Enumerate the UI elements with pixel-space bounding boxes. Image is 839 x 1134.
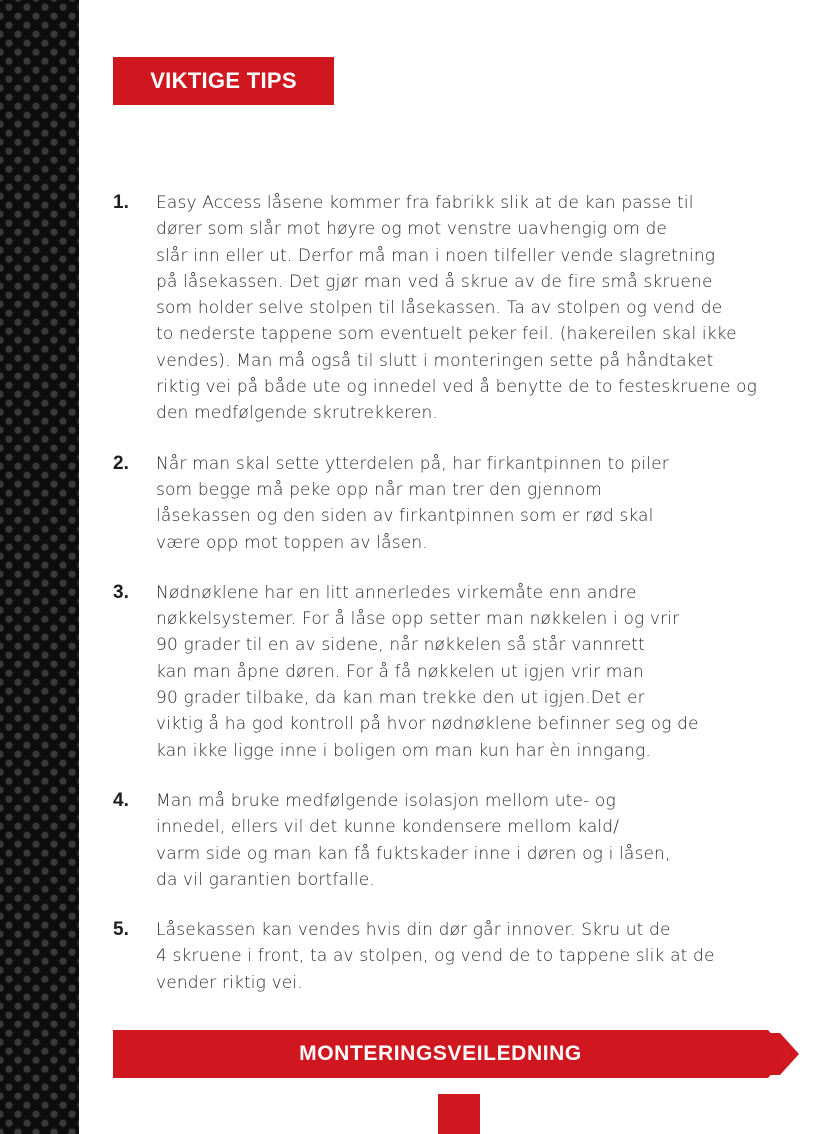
tip-item bbox=[113, 917, 813, 996]
footer-title: MONTERINGSVEILEDNING bbox=[299, 1042, 582, 1065]
tip-text: Når man skal sette ytterdelen på, har firkantpinnen to piler som begge må peke opp når man trer den gjennom låsekassen og den siden av firkantpinnen som er rød skal være opp mot toppen av låsen. bbox=[156, 453, 669, 553]
tip-number: 2. bbox=[113, 452, 129, 474]
tip-item bbox=[113, 190, 813, 427]
decorative-side-strip bbox=[0, 0, 79, 1134]
tip-text: Easy Access låsene kommer fra fabrikk slik at de kan passe til dører som slår mot høyre og mot venstre uavhengig om de slår inn eller ut. Derfor må man i noen tilfeller vende slagretning på låsekassen. Det gjør man ved å skrue av de fire små skruene som holder selve stolpen til låsekassen. Ta av stolpen og vend de to nederste tappene som eventuelt peker feil. (hakereilen skal ikke vendes). Man må også til slutt i monteringen sette på håndtaket riktig vei på både ute og innedel ved å benytte de to festeskruene og den medfølgende skrutrekkeren. bbox=[156, 193, 757, 424]
tip-number: 4. bbox=[113, 789, 129, 811]
tip-item bbox=[113, 788, 813, 893]
tip-item bbox=[113, 451, 813, 556]
tip-text: Nødnøklene har en litt annerledes virkemåte enn andre nøkkelsystemer. For å låse opp setter man nøkkelen i og vrir 90 grader til en av sidene, når nøkkelen så står vannrett kan man åpne døren. For å få nøkkelen ut igjen vrir man 90 grader tilbake, da kan man trekke den ut igjen.Det er viktig å ha god kontroll på hvor nødnøklene befinner seg og de kan ikke ligge inne i boligen om man kun har èn inngang. bbox=[156, 582, 699, 761]
page-marker bbox=[438, 1094, 480, 1134]
tip-number: 1. bbox=[113, 192, 129, 213]
tip-number: 3. bbox=[113, 581, 129, 603]
tips-list bbox=[113, 190, 813, 1020]
tip-item bbox=[113, 580, 813, 764]
tip-number: 5. bbox=[113, 919, 129, 941]
section-title: VIKTIGE TIPS bbox=[113, 57, 334, 105]
footer-banner bbox=[113, 1030, 801, 1078]
tip-text: Man må bruke medfølgende isolasjon mellom ute- og innedel, ellers vil det kunne kondensere mellom kald/ varm side og man kan få fuktskader inne i døren og i låsen, da vil garantien bortfalle. bbox=[156, 790, 671, 890]
tip-text: Låsekassen kan vendes hvis din dør går innover. Skru ut de 4 skruene i front, ta av stolpen, og vend de to tappene slik at de vender riktig vei. bbox=[156, 920, 715, 993]
